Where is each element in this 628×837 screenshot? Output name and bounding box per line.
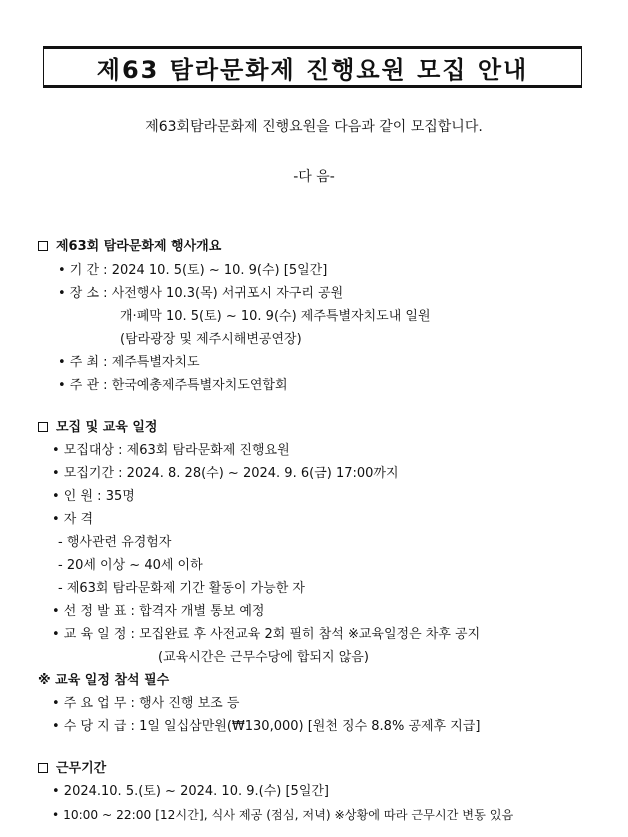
qualification-age: - 20세 이상 ~ 40세 이하 [58,558,203,573]
overview-location-detail: (탐라광장 및 제주시해변공연장) [120,332,302,347]
recruit-training: • 교 육 일 정 : 모집완료 후 사전교육 2회 필히 참석 ※교육일정은 차후 공지 [52,627,481,642]
page-title: 제63 탐라문화제 진행요원 모집 안내 [96,55,529,84]
overview-period: • 기 간 : 2024 10. 5(토) ~ 10. 9(수) [5일간] [58,263,328,278]
qualification-experience: - 행사관련 유경험자 [58,535,172,550]
checkbox-square-icon [38,422,48,432]
recruit-count: • 인 원 : 35명 [52,489,135,504]
recruit-qualification: • 자 격 [52,512,94,527]
recruit-target: • 모집대상 : 제63회 탐라문화제 진행요원 [52,443,290,458]
section-heading-label: 모집 및 교육 일정 [56,420,158,435]
dagum-separator: -다 음- [293,169,335,185]
recruit-period: • 모집기간 : 2024. 8. 28(수) ~ 2024. 9. 6(금) 17:00까지 [52,466,399,481]
recruit-pay: • 수 당 지 급 : 1일 일십삼만원(₩130,000) [원천 징수 8.8% 공제후 지급] [52,719,481,734]
title-box [43,46,582,88]
training-required-note: ※ 교육 일정 참석 필수 [38,673,170,688]
section-heading-label: 제63회 탐라문화제 행사개요 [56,239,222,254]
section-heading-overview [38,239,221,255]
overview-location: • 장 소 : 사전행사 10.3(목) 서귀포시 자구리 공원 [58,286,344,301]
checkbox-square-icon [38,763,48,773]
section-heading-work-period [38,761,106,777]
intro-text: 제63회탐라문화제 진행요원을 다음과 같이 모집합니다. [145,119,483,135]
recruit-duties: • 주 요 업 무 : 행사 진행 보조 등 [52,696,240,711]
overview-host: • 주 최 : 제주특별자치도 [58,355,200,370]
work-dates: • 2024.10. 5.(토) ~ 2024. 10. 9.(수) [5일간] [52,784,330,799]
checkbox-square-icon [38,241,48,251]
overview-location-main: 개·폐막 10. 5(토) ~ 10. 9(수) 제주특별자치도내 일원 [120,309,431,324]
recruit-announcement: • 선 정 발 표 : 합격자 개별 통보 예정 [52,604,265,619]
work-hours: • 10:00 ~ 22:00 [12시간], 식사 제공 (점심, 저녁) ※상황에 따라 근무시간 변동 있음 [52,808,514,822]
section-heading-recruit [38,420,157,436]
qualification-availability: - 제63회 탐라문화제 기간 활동이 가능한 자 [58,581,305,596]
overview-organizer: • 주 관 : 한국예총제주특별자치도연합회 [58,378,288,393]
section-heading-label: 근무기간 [56,761,107,776]
training-note: (교육시간은 근무수당에 합되지 않음) [158,650,369,665]
